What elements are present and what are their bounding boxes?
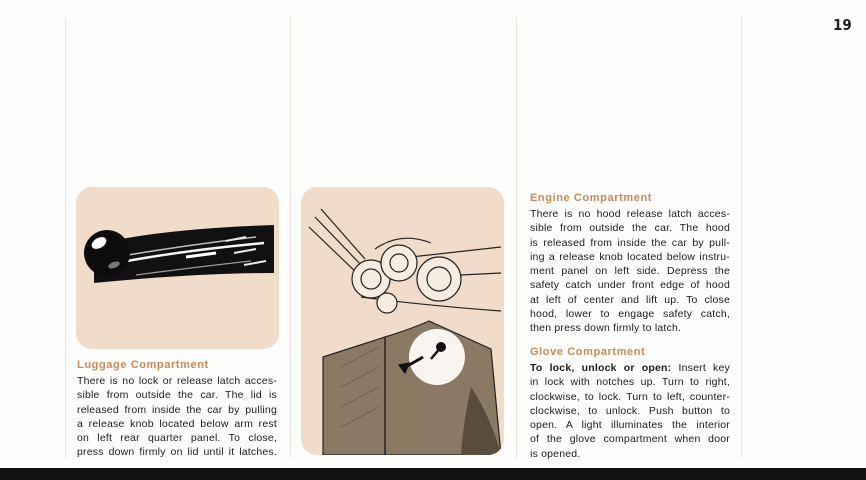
glove-heading: Glove Compartment [530, 346, 646, 358]
engine-heading: Engine Compartment [530, 192, 653, 204]
column-rule [516, 18, 517, 458]
body-line: then press down firmly to latch. [530, 322, 682, 335]
body-line: sible from outside the car. The hood [530, 222, 730, 235]
body-line: safety catch under front edge of hood [530, 279, 730, 292]
body-line [530, 361, 730, 375]
body-line: sible from outside the car. The lid is [77, 389, 277, 402]
body-line: clockwise, to lock. Turn to left, counter- [530, 390, 730, 403]
body-line: in lock with notches up. Turn to right, [530, 376, 730, 389]
body-line: ment panel on left side. Depress the [530, 265, 730, 278]
body-line: hood, lower to engage safety catch, [530, 308, 730, 321]
luggage-release-knob-illustration [76, 187, 279, 349]
body-line: is released from inside the car by pull- [530, 236, 730, 249]
luggage-heading: Luggage Compartment [77, 359, 209, 371]
body-line: clockwise, to unlock. Push button to [530, 404, 730, 417]
glove-first-line-rest: Insert key [671, 362, 730, 374]
body-line: open. A light illuminates the interior [530, 419, 730, 432]
luggage-body [77, 374, 277, 460]
glove-lead: To lock, unlock or open: [530, 362, 672, 374]
body-line: released from inside the car by pulling [77, 403, 277, 416]
body-line: a release knob located below arm rest [77, 417, 277, 430]
body-line: There is no lock or release latch acces- [77, 375, 277, 387]
glove-body [530, 361, 730, 461]
page-bottom-edge [0, 468, 866, 480]
column-rule [290, 18, 291, 458]
body-line: ing a release knob located below instru- [530, 250, 730, 263]
body-line: There is no hood release latch acces- [530, 208, 730, 220]
hood-release-illustration [301, 187, 504, 455]
body-line: is opened. [530, 447, 581, 460]
body-line: press down firmly on lid until it latches. [77, 446, 277, 459]
body-line: at left of center and lift up. To close [530, 293, 730, 306]
column-rule [741, 18, 742, 458]
engine-body [530, 207, 730, 336]
body-line: on left rear quarter panel. To close, [77, 432, 277, 445]
page-number: 19 [833, 16, 852, 34]
column-rule [65, 18, 66, 458]
body-line: of the glove compartment when door [530, 433, 730, 446]
